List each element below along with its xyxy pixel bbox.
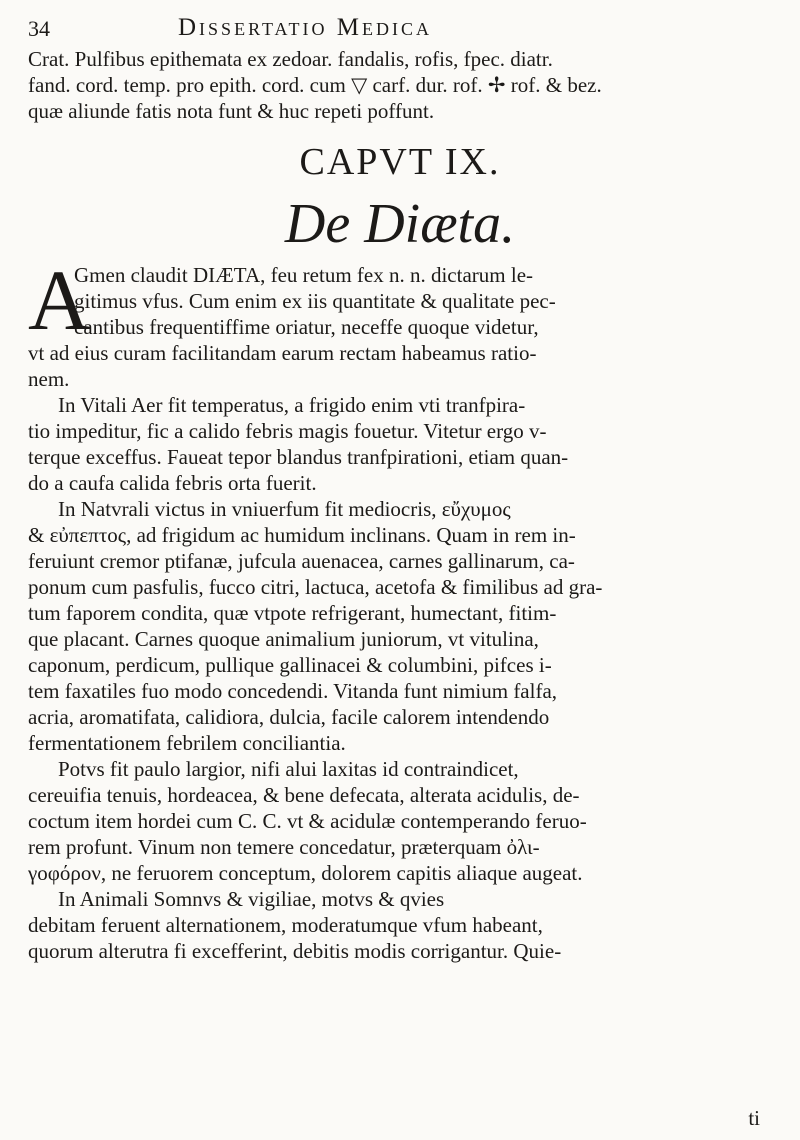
body-line: vt ad eius curam facilitandam earum rectam habeamus ratio- — [28, 341, 537, 365]
body-line: debitam feruent alternationem, moderatumque vfum habeant, — [28, 913, 543, 937]
body-line: que placant. Carnes quoque animalium juniorum, vt vitulina, — [28, 627, 539, 651]
body-line: coctum item hordei cum C. C. vt & acidulæ contemperando feruo- — [28, 809, 587, 833]
paragraph-line: cantibus frequentiffime oriatur, neceffe quoque videtur, — [74, 315, 539, 339]
body-line: In Natvrali victus in vniuerfum fit mediocris, εὔχυμος — [58, 497, 511, 521]
intro-line: Crat. Pulfibus epithemata ex zedoar. fandalis, rofis, fpec. diatr. — [28, 47, 553, 71]
body-line: acria, aromatifata, calidiora, dulcia, facile calorem intendendo — [28, 705, 550, 729]
page-header — [28, 8, 768, 42]
body-line: In Animali Somnvs & vigiliae, motvs & qvies — [58, 887, 445, 911]
body-line: nem. — [28, 367, 70, 391]
body-line: tem faxatiles fuo modo concedendi. Vitanda funt nimium falfa, — [28, 679, 558, 703]
body-line: do a caufa calida febris orta fuerit. — [28, 471, 317, 495]
catchword: ti — [748, 1106, 760, 1130]
paragraph-line: gitimus vfus. Cum enim ex iis quantitate & qualitate pec- — [74, 289, 556, 313]
intro-line: quæ aliunde fatis nota funt & huc repeti poffunt. — [28, 99, 435, 123]
text-body — [28, 46, 772, 964]
body-line: γοφόρον, ne feruorem conceptum, dolorem capitis aliaque augeat. — [28, 861, 583, 885]
body-line: cereuifia tenuis, hordeacea, & bene defecata, alterata acidulis, de- — [28, 783, 580, 807]
body-line: tio impeditur, fic a calido febris magis fouetur. Vitetur ergo v- — [28, 419, 547, 443]
body-line: feruiunt cremor ptifanæ, jufcula auenacea, carnes gallinarum, ca- — [28, 549, 575, 573]
dropcap-paragraph — [28, 252, 772, 348]
body-line: tum faporem condita, quæ vtpote refrigerant, humectant, fitim- — [28, 601, 557, 625]
body-line: fermentationem febrilem conciliantia. — [28, 731, 346, 755]
section-title: De Diæta. — [284, 193, 516, 255]
body-line: caponum, perdicum, pullique gallinacei & columbini, pifces i- — [28, 653, 552, 677]
body-line: terque exceffus. Faueat tepor blandus tranfpirationi, etiam quan- — [28, 445, 569, 469]
chapter-title: CAPVT IX. — [299, 141, 501, 183]
running-head: Dissertatio Medica — [178, 14, 433, 41]
body-line: rem profunt. Vinum non temere concedatur, præterquam ὀλι- — [28, 835, 540, 859]
intro-line: fand. cord. temp. pro epith. cord. cum ▽ carf. dur. rof. ✢ rof. & bez. — [28, 73, 602, 97]
body-line: quorum alterutra fi excefferint, debitis modis corrigantur. Quie- — [28, 939, 562, 963]
body-line: ponum cum pasfulis, fucco citri, lactuca, acetofa & fimilibus ad gra- — [28, 575, 603, 599]
paragraph-line: Gmen claudit DIÆTA, feu retum fex n. n. dictarum le- — [74, 263, 534, 287]
page-number: 34 — [28, 16, 50, 41]
body-line: & εὐπεπτος, ad frigidum ac humidum inclinans. Quam in rem in- — [28, 523, 576, 547]
body-line: In Vitali Aer fit temperatus, a frigido enim vti tranfpira- — [58, 393, 526, 417]
drop-cap: A — [28, 252, 91, 348]
body-paragraphs — [28, 340, 772, 964]
body-line: Potvs fit paulo largior, nifi alui laxitas id contraindicet, — [58, 757, 519, 781]
